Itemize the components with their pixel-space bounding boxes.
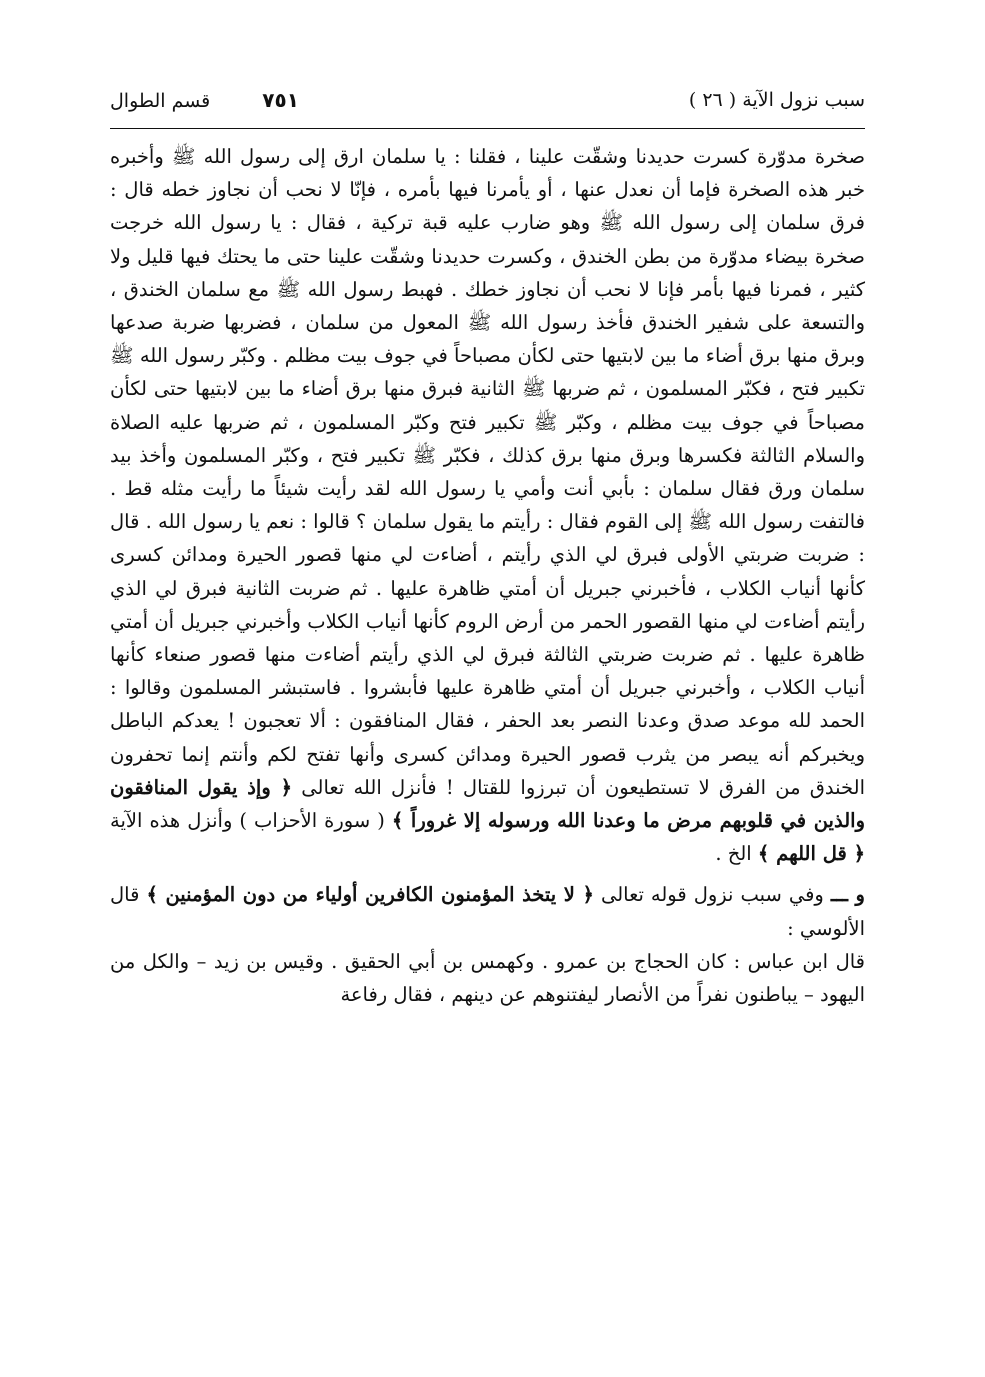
- paragraph-1-text: صخرة مدوّرة كسرت حديدنا وشقّت علينا ، فقلنا : يا سلمان ارق إلى رسول الله ﷺ وأخبره خبر هذه الصخرة فإما أن نعدل عنها ، أو يأمرنا فيها بأمره ، فإنّا لا نحب أن نجاوز خطه قال : فرق سلمان إلى رسول الله ﷺ وهو ضارب عليه قبة تركية ، فقال : يا رسول الله خرجت صخرة بيضاء مدوّرة من بطن الخندق ، وكسرت حديدنا وشقّت علينا حتى ما يحتك فيها قليل ولا كثير ، فمرنا فيها بأمر فإنا لا نحب أن نجاوز خطك . فهبط رسول الله ﷺ مع سلمان الخندق ، والتسعة على شفير الخندق فأخذ رسول الله ﷺ المعول من سلمان ، فضربها ضربة صدعها وبرق منها برق أضاء ما بين لابتيها حتى لكأن مصباحاً في جوف بيت مظلم . وكبّر رسول الله ﷺ تكبير فتح ، فكبّر المسلمون ، ثم ضربها ﷺ الثانية فبرق منها برق أضاء ما بين لابتيها حتى لكأن مصباحاً في جوف بيت مظلم ، وكبّر ﷺ تكبير فتح وكبّر المسلمون ، ثم ضربها عليه الصلاة والسلام الثالثة فكسرها وبرق منها برق كذلك ، فكبّر ﷺ تكبير فتح ، وكبّر المسلمون وأخذ بيد سلمان ورق فقال سلمان : بأبي أنت وأمي يا رسول الله لقد رأيت شيئاً ما رأيت مثله قط . فالتفت رسول الله ﷺ إلى القوم فقال : رأيتم ما يقول سلمان ؟ قالوا : نعم يا رسول الله . قال : ضربت ضربتي الأولى فبرق لي الذي رأيتم ، أضاءت لي منها قصور الحيرة ومدائن كسرى كأنها أنياب الكلاب ، فأخبرني جبريل أن أمتي ظاهرة عليها . ثم ضربت الثانية فبرق لي الذي رأيتم أضاءت لي منها القصور الحمر من أرض الروم كأنها أنياب الكلاب وأخبرني جبريل أن أمتي ظاهرة عليها . ثم ضربت ضربتي الثالثة فبرق لي الذي رأيتم أضاءت منها قصور صنعاء كأنها أنياب الكلاب ، وأخبرني جبريل أن أمتي ظاهرة عليها فأبشروا . فاستبشر المسلمون وقالوا : الحمد لله موعد صدق وعدنا النصر بعد الحفر ، فقال المنافقون : ألا تعجبون ! يعدكم الباطل ويخبركم أنه يبصر من يثرب قصور الحيرة ومدائن كسرى وأنها تفتح لكم وأنتم إنما تحفرون الخندق من الفرق لا تستطيعون أن تبرزوا للقتال ! فأنزل الله تعالى: [110, 145, 866, 799]
- page-header: [110, 80, 865, 120]
- section-title: قسم الطوال: [110, 90, 211, 112]
- paragraph-2-lead: و ـــ: [830, 883, 865, 907]
- paragraph-2-text: وفي سبب نزول قوله تعالى: [600, 883, 824, 907]
- quran-verse-2: ﴿ قل اللهم ﴾: [757, 842, 865, 866]
- paragraph-1-end: الخ .: [715, 842, 752, 866]
- paragraph-3: [110, 945, 865, 1011]
- quran-verse-3: ﴿ لا يتخذ المؤمنون الكافرين أولياء من دون المؤمنين ﴾: [146, 883, 594, 907]
- paragraph-1-after-verse: ( سورة الأحزاب ) وأنزل هذه الآية: [110, 809, 385, 833]
- paragraph-2-end: قال الألوسي :: [110, 883, 865, 940]
- quran-verse-1: ﴿ وإذ يقول المنافقون والذين في قلوبهم مرض ما وعدنا الله ورسوله إلا غروراً ﴾: [110, 775, 865, 833]
- paragraph-2: [110, 878, 865, 944]
- page-body: [110, 140, 865, 1011]
- paragraph-1: [110, 140, 865, 870]
- running-title: سبب نزول الآية ( ٢٦ ): [688, 89, 865, 111]
- header-divider: [110, 128, 865, 129]
- header-left-group: [110, 80, 299, 121]
- book-page: [110, 80, 865, 1297]
- page-number: ٧٥١: [262, 88, 299, 112]
- paragraph-3-text: قال ابن عباس : كان الحجاج بن عمرو . وكهمس بن أبي الحقيق . وقيس بن زيد – والكل من اليهود – يباطنون نفراً من الأنصار ليفتنوهم عن دينهم ، فقال رفاعة: [110, 949, 865, 1007]
